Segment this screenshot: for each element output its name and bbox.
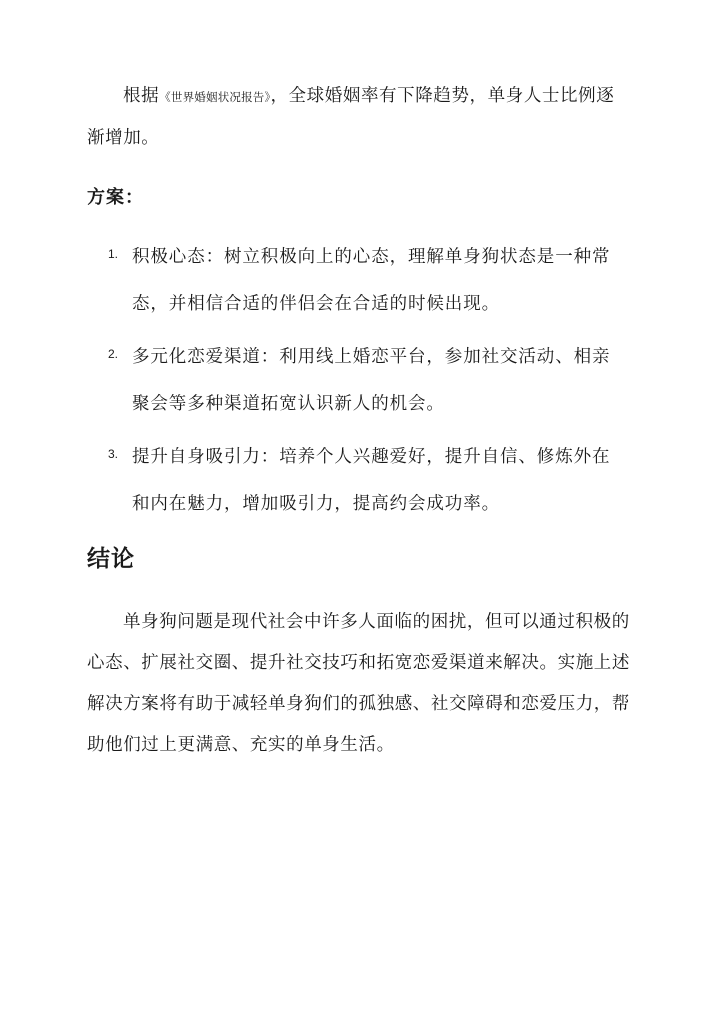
list-text: 提升自身吸引力：培养个人兴趣爱好，提升自信、修炼外在和内在魅力，增加吸引力，提高约会成功率。 <box>132 447 611 514</box>
intro-rest: ，全球婚姻率有下降趋势，单身人士比例逐渐增加。 <box>87 86 615 148</box>
intro-lead: 根据 <box>123 86 160 106</box>
list-number: 3. <box>108 447 119 461</box>
conclusion-body: 单身狗问题是现代社会中许多人面临的困扰，但可以通过积极的心态、扩展社交圈、提升社交技巧和拓宽恋爱渠道来解决。实施上述解决方案将有助于减轻单身狗们的孤独感、社交障碍和恋爱压力，帮助他们过上更满意、充实的单身生活。 <box>87 612 630 755</box>
list-text: 积极心态：树立积极向上的心态，理解单身狗状态是一种常态，并相信合适的伴侣会在合适的时候出现。 <box>132 247 611 314</box>
list-number: 2. <box>108 347 119 361</box>
report-title: 《世界婚姻状况报告》 <box>159 90 271 104</box>
intro-paragraph <box>87 76 632 159</box>
conclusion-heading: 结论 <box>87 546 135 572</box>
plan-heading: 方案： <box>87 187 144 208</box>
list-number: 1. <box>108 247 119 261</box>
list-text: 多元化恋爱渠道：利用线上婚恋平台，参加社交活动、相亲聚会等多种渠道拓宽认识新人的机会。 <box>132 347 611 414</box>
conclusion-paragraph <box>87 602 632 766</box>
